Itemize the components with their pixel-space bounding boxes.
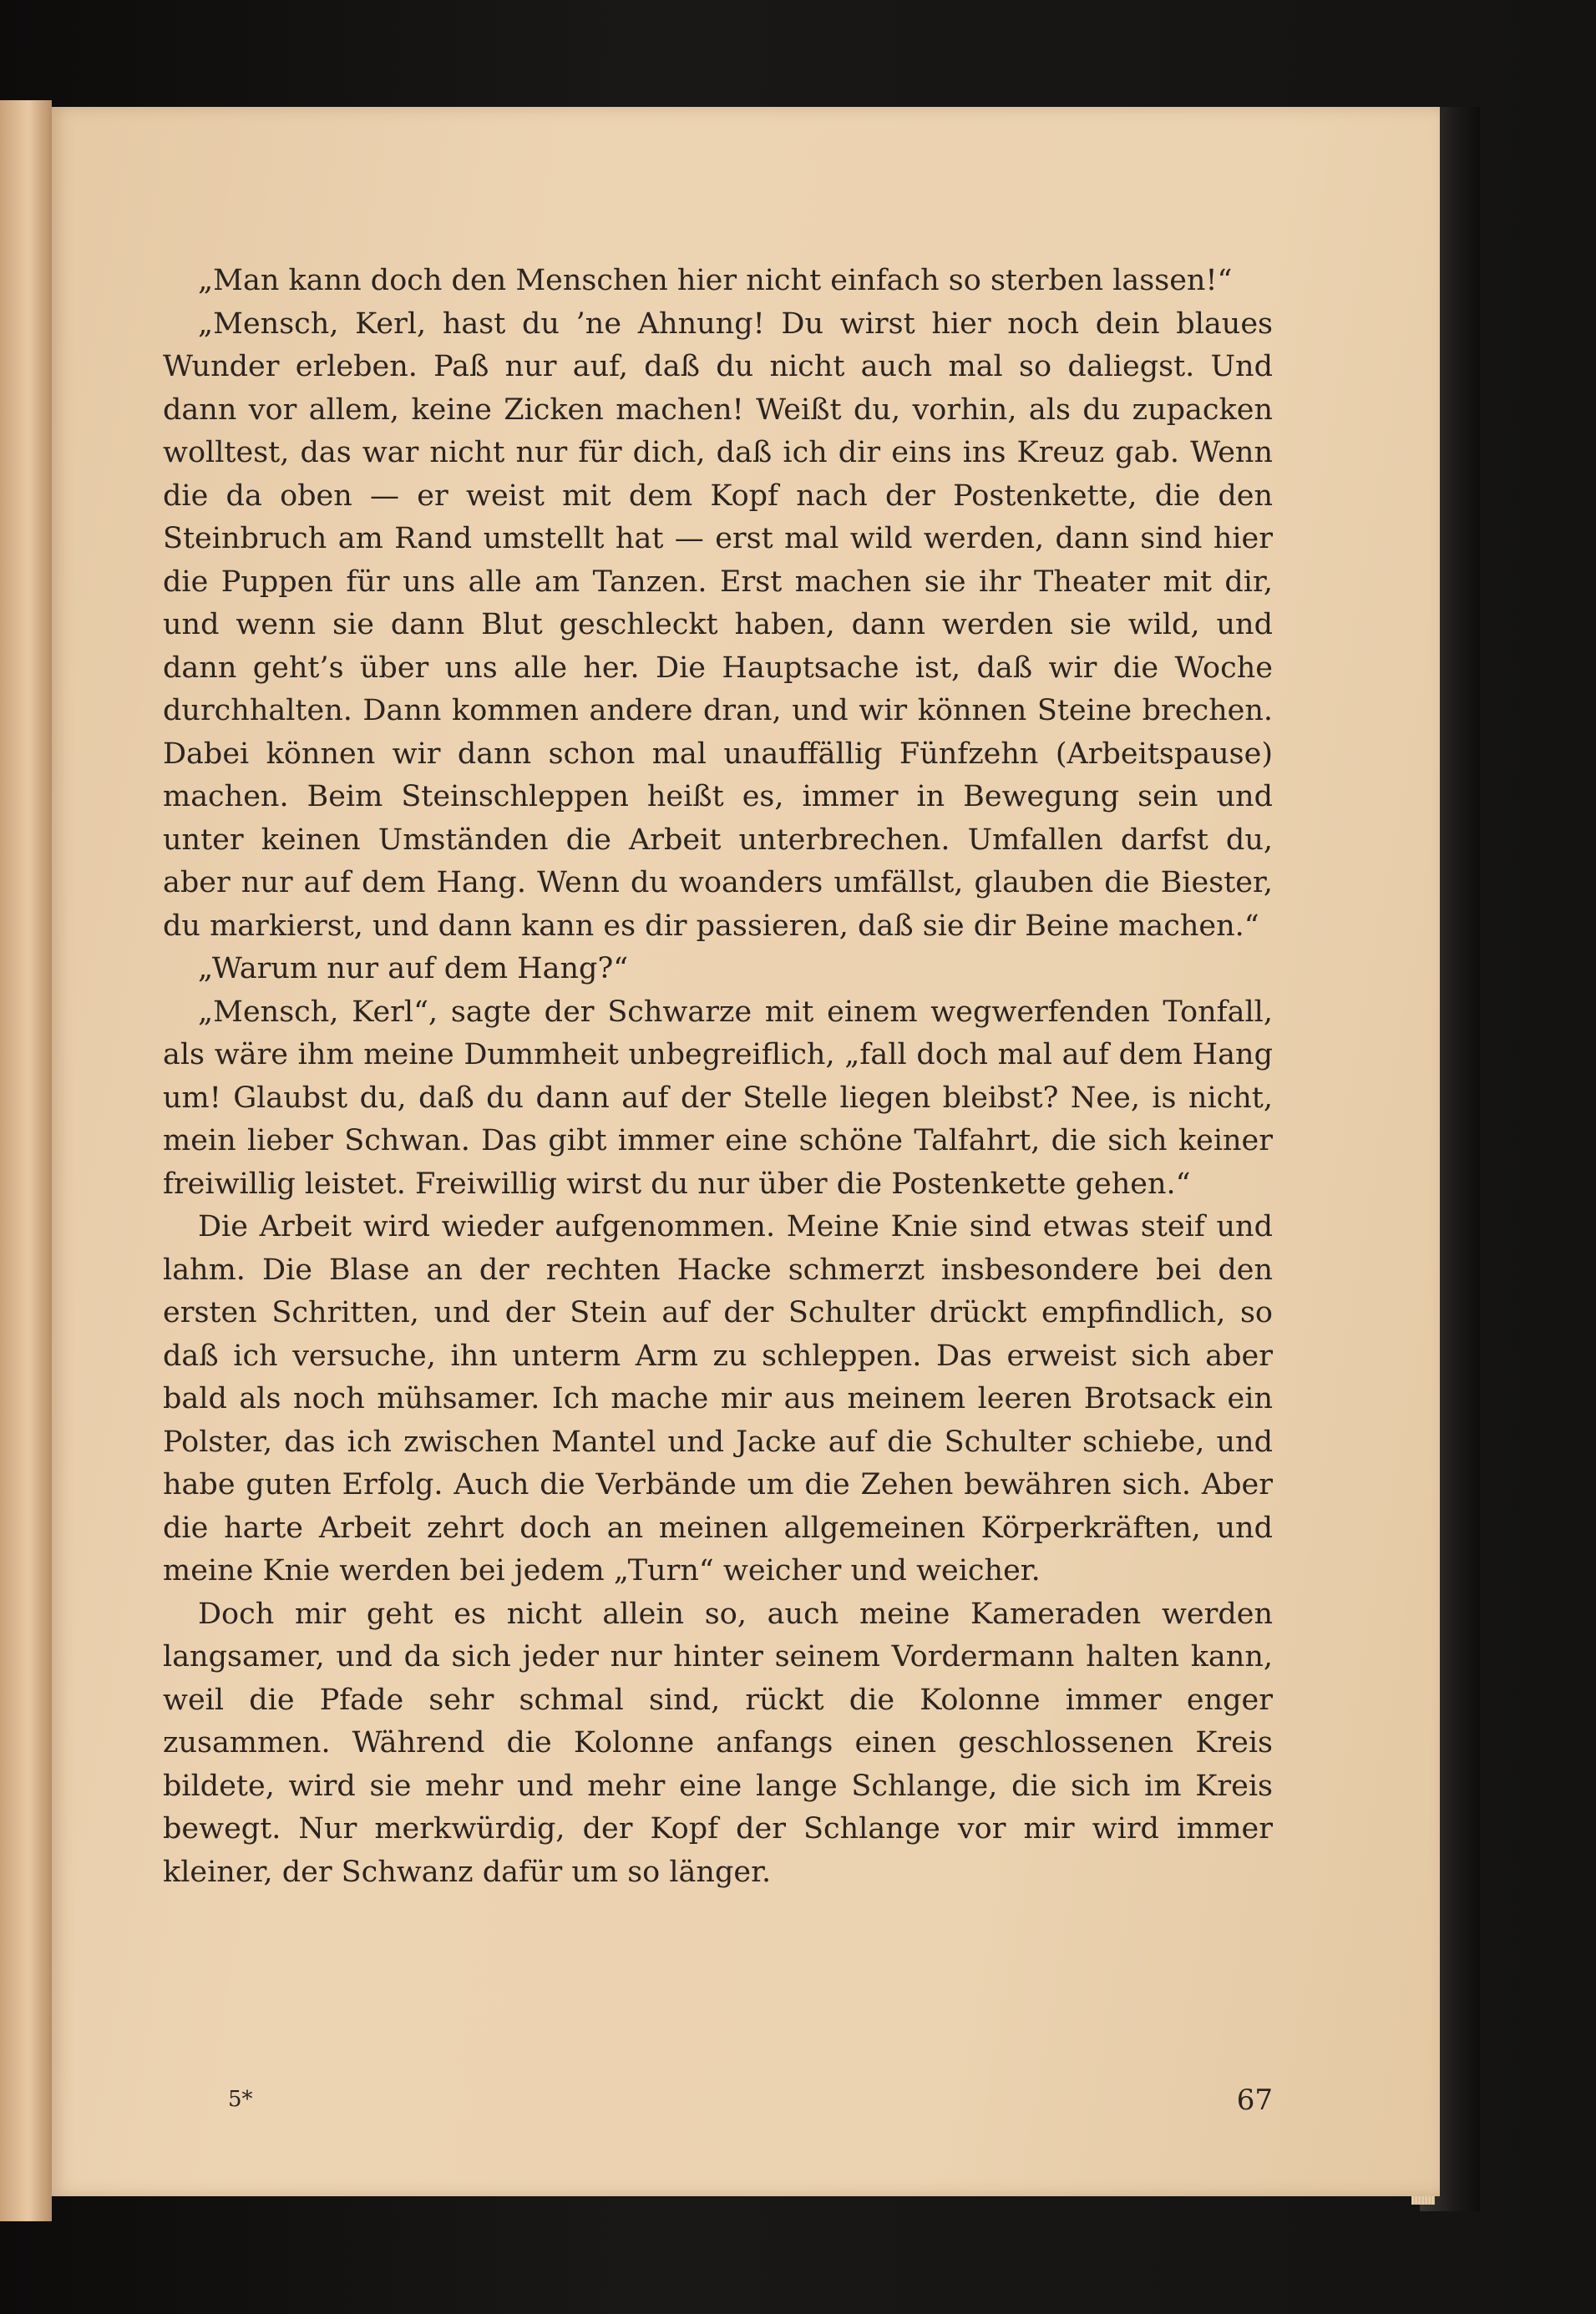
paragraph: Doch mir geht es nicht allein so, auch meine Kameraden werden langsamer, und da sich jeder nur hinter seinem Vordermann halten kann, weil die Pfade sehr schmal sind, rückt die Kolonne immer enger zusammen. Während die Kolonne anfangs einen geschlossenen Kreis bildete, wird sie mehr und mehr eine lange Schlange, die sich im Kreis bewegt. Nur merkwürdig, der Kopf der Schlange vor mir wird immer kleiner, der Schwanz dafür um so länger. (163, 1597, 1273, 1889)
paragraph: „Warum nur auf dem Hang?“ (198, 952, 629, 985)
paragraph: „Mensch, Kerl“, sagte der Schwarze mit einem wegwerfenden Tonfall, als wäre ihm meine Dummheit unbegreiflich, „fall doch mal auf dem Hang um! Glaubst du, daß du dann auf der Stelle liegen bleibst? Nee, is nicht, mein lieber Schwan. Das gibt immer eine schöne Talfahrt, die sich keiner freiwillig leistet. Freiwillig wirst du nur über die Postenkette gehen.“ (163, 995, 1273, 1201)
facing-page-edge (0, 100, 52, 2221)
paragraph: Die Arbeit wird wieder aufgenommen. Meine Knie sind etwas steif und lahm. Die Blase an der rechten Hacke schmerzt insbesondere bei den ersten Schritten, und der Stein auf der Schulter drückt empfindlich, so daß ich versuche, ihn unterm Arm zu schleppen. Das erweist sich aber bald als noch mühsamer. Ich mache mir aus meinem leeren Brotsack ein Polster, das ich zwischen Mantel und Jacke auf die Schulter schiebe, und habe guten Erfolg. Auch die Verbände um die Zehen bewähren sich. Aber die harte Arbeit zehrt doch an meinen allgemeinen Körperkräften, und meine Knie werden bei jedem „Turn“ weicher und weicher. (163, 1210, 1273, 1587)
paragraph: „Mensch, Kerl, hast du ’ne Ahnung! Du wirst hier noch dein blaues Wunder erleben. Paß nur auf, daß du nicht auch mal so daliegst. Und dann vor allem, keine Zicken machen! Weißt du, vorhin, als du zupacken wolltest, das war nicht nur für dich, daß ich dir eins ins Kreuz gab. Wenn die da oben — er weist mit dem Kopf nach der Postenkette, die den Steinbruch am Rand umstellt hat — erst mal wild werden, dann sind hier die Puppen für uns alle am Tanzen. Erst machen sie ihr Theater mit dir, und wenn sie dann Blut geschleckt haben, dann werden sie wild, und dann geht’s über uns alle her. Die Hauptsache ist, daß wir die Woche durchhalten. Dann kommen andere dran, und wir können Steine brechen. Dabei können wir dann schon mal unauffällig Fünfzehn (Arbeitspause) machen. Beim Steinschleppen heißt es, immer in Bewegung sein und unter keinen Umständen die Arbeit unterbrechen. Umfallen darfst du, aber nur auf dem Hang. Wenn du woanders umfällst, glauben die Biester, du markierst, und dann kann es dir passieren, daß sie dir Beine machen.“ (163, 306, 1273, 943)
paragraph: „Man kann doch den Menschen hier nicht einfach so sterben lassen!“ (198, 264, 1233, 297)
page-number: 67 (1236, 2084, 1273, 2117)
page-footer (163, 2084, 1273, 2117)
signature-mark: 5* (228, 2087, 253, 2112)
body-text (163, 260, 1273, 1894)
book-page (52, 107, 1440, 2196)
